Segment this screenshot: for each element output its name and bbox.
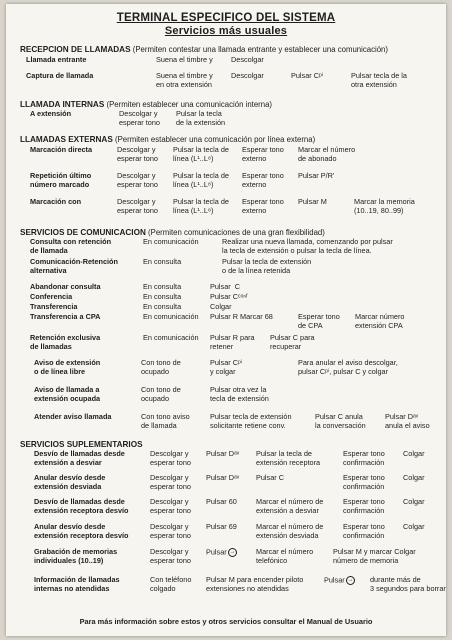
row-cell: Pulsar R Marcar 68 xyxy=(210,312,273,321)
arrow-key-icon: → xyxy=(347,577,354,583)
row-label: Marcación directa xyxy=(30,145,93,154)
row-cell: Pulsar Cᶜᵒⁿᶠ xyxy=(210,292,248,301)
row-label: Repetición último número marcado xyxy=(30,171,92,189)
row-cell: Descolgar y esperar tono xyxy=(150,497,191,515)
row-cell: Marcar el número de abonado xyxy=(298,145,356,163)
row-cell: Colgar xyxy=(403,449,425,458)
section-heading: SERVICIOS DE COMUNICACION (Permiten comunicaciones de una gran flexibilidad) xyxy=(20,228,325,237)
row-label: Aviso de llamada a extensión ocupada xyxy=(34,385,101,403)
row-cell: Descolgar y esperar tono xyxy=(117,197,158,215)
row-cell: Con tono aviso de llamada xyxy=(141,412,190,430)
row-label: Desvío de llamadas desde extensión receptora desvío xyxy=(34,497,129,515)
row-cell: Pulsar C para recuperar xyxy=(270,333,315,351)
row-cell: Descolgar y esperar tono xyxy=(119,109,160,127)
row-cell: durante más de 3 segundos para borrar xyxy=(370,575,446,593)
row-label: Grabación de memorias individuales (10..19) xyxy=(34,547,118,565)
row-cell: Con tono de ocupado xyxy=(141,385,181,403)
row-cell: Suena el timbre y en otra extensión xyxy=(156,71,213,89)
row-label: Atender aviso llamada xyxy=(34,412,112,421)
row-label: Información de llamadas internas no atendidas xyxy=(34,575,120,593)
row-cell: Pulsar otra vez la tecla de extensión xyxy=(210,385,269,403)
section-heading: RECEPCION DE LLAMADAS (Permiten contestar una llamada entrante y establecer una comunicación) xyxy=(20,45,388,54)
row-cell: Marcar el número de extensión desviada xyxy=(256,522,324,540)
row-cell: En consulta xyxy=(143,302,182,311)
row-cell: Pulsar la tecla de línea (L¹..L⁸) xyxy=(173,145,229,163)
row-cell: Descolgar y esperar tono xyxy=(150,547,191,565)
row-cell: Pulsar tecla de la otra extensión xyxy=(351,71,407,89)
row-cell: Descolgar y esperar tono xyxy=(150,522,191,540)
row-cell: Pulsar la tecla de extensión o de la línea retenida xyxy=(222,257,312,275)
row-cell: Descolgar y esperar tono xyxy=(117,171,158,189)
row-cell: Con teléfono colgado xyxy=(150,575,192,593)
row-cell: Esperar tono confirmación xyxy=(343,473,385,491)
row-label: Desvío de llamadas desde extensión a desviar xyxy=(34,449,125,467)
section-heading: LLAMADAS EXTERNAS (Permiten establecer una comunicación por línea externa) xyxy=(20,135,316,144)
row-label: Conferencia xyxy=(30,292,73,301)
row-cell: En consulta xyxy=(143,282,182,291)
row-cell: Marcar el número de extensión a desviar xyxy=(256,497,324,515)
row-cell: Con tono de ocupado xyxy=(141,358,181,376)
row-cell: Pulsar C xyxy=(210,282,241,291)
row-cell: Pulsar M xyxy=(298,197,327,206)
row-cell: Esperar tono confirmación xyxy=(343,522,385,540)
row-cell: En consulta xyxy=(143,292,182,301)
row-label: Comunicación-Retención alternativa xyxy=(30,257,118,275)
row-cell: En comunicación xyxy=(143,312,199,321)
row-cell: Marcar número extensión CPA xyxy=(355,312,405,330)
row-cell: En comunicación xyxy=(143,333,199,342)
row-cell: Pulsar la tecla de la extensión xyxy=(176,109,226,127)
row-cell: Para anular el aviso descolgar, pulsar Cᵖⁱ, pulsar C y colgar xyxy=(298,358,398,376)
section-heading: SERVICIOS SUPLEMENTARIOS xyxy=(20,440,143,449)
row-cell: Pulsar → xyxy=(324,575,354,585)
row-label: Consulta con retención de llamada xyxy=(30,237,112,255)
row-cell: Pulsar Dᵃᵛ xyxy=(206,449,240,458)
row-cell: Pulsar C anula la conversación xyxy=(315,412,366,430)
row-label: Transferencia xyxy=(30,302,78,311)
row-cell: Pulsar P/R' xyxy=(298,171,335,180)
row-cell: Pulsar Dᵃᵛ anula el aviso xyxy=(385,412,430,430)
row-cell: Descolgar xyxy=(231,71,264,80)
row-cell: Esperar tono confirmación xyxy=(343,449,385,467)
row-cell: Esperar tono de CPA xyxy=(298,312,340,330)
row-cell: Pulsar la tecla de línea (L¹..L⁸) xyxy=(173,197,229,215)
row-cell: Descolgar y esperar tono xyxy=(150,473,191,491)
row-cell: En comunicación xyxy=(143,237,199,246)
row-cell: Descolgar y esperar tono xyxy=(117,145,158,163)
row-cell: Esperar tono confirmación xyxy=(343,497,385,515)
row-cell: Pulsar 60 xyxy=(206,497,237,506)
row-label: Marcación con xyxy=(30,197,82,206)
row-cell: Pulsar Cᵖⁱ y colgar xyxy=(210,358,243,376)
row-cell: Descolgar y esperar tono xyxy=(150,449,191,467)
row-cell: Pulsar M y marcar Colgar número de memoria xyxy=(333,547,416,565)
row-cell: Colgar xyxy=(403,497,425,506)
document-sheet xyxy=(6,4,446,636)
row-label: Aviso de extensión o de línea libre xyxy=(34,358,101,376)
row-cell: Marcar el número telefónico xyxy=(256,547,314,565)
row-label: Abandonar consulta xyxy=(30,282,101,291)
row-label: Anular desvío desde extensión receptora desvío xyxy=(34,522,129,540)
row-cell: Suena el timbre y xyxy=(156,55,213,64)
row-cell: Pulsar tecla de extensión solicitante retiene conv. xyxy=(210,412,292,430)
row-label: Llamada entrante xyxy=(26,55,87,64)
row-cell: Pulsar → xyxy=(206,547,236,557)
row-label: Retención exclusiva de llamadas xyxy=(30,333,101,351)
row-cell: Esperar tono externo xyxy=(242,197,284,215)
row-cell: Pulsar Dᵃᵛ xyxy=(206,473,240,482)
row-cell: Pulsar C xyxy=(256,473,284,482)
row-cell: Esperar tono externo xyxy=(242,145,284,163)
row-cell: Colgar xyxy=(403,473,425,482)
row-cell: Pulsar 69 xyxy=(206,522,237,531)
footer-note: Para más información sobre estos y otros servicios consultar el Manual de Usuario xyxy=(79,617,373,626)
document-subtitle: Servicios más usuales xyxy=(164,25,288,37)
row-cell: Pulsar M para encender piloto extensiones no atendidas xyxy=(206,575,304,593)
row-cell: Descolgar xyxy=(231,55,264,64)
row-cell: Esperar tono externo xyxy=(242,171,284,189)
row-cell: Realizar una nueva llamada, comenzando por pulsar la tecla de extensión o pulsar la tecla de línea. xyxy=(222,237,393,255)
row-cell: Pulsar Cᵖⁱ xyxy=(291,71,324,80)
document-title: TERMINAL ESPECIFICO DEL SISTEMA xyxy=(116,12,336,24)
row-cell: Pulsar la tecla de extensión receptora xyxy=(256,449,321,467)
row-label: Captura de llamada xyxy=(26,71,94,80)
row-cell: Colgar xyxy=(210,302,232,311)
row-label: A extensión xyxy=(30,109,72,118)
row-label: Transferencia a CPA xyxy=(30,312,101,321)
section-heading: LLAMADA INTERNAS (Permiten establecer una comunicación interna) xyxy=(20,100,273,109)
row-cell: En consulta xyxy=(143,257,182,266)
row-cell: Marcar la memoria (10..19, 80..99) xyxy=(354,197,415,215)
row-label: Anular desvío desde extensión desviada xyxy=(34,473,106,491)
row-cell: Pulsar la tecla de línea (L¹..L⁸) xyxy=(173,171,229,189)
row-cell: Colgar xyxy=(403,522,425,531)
row-cell: Pulsar R para retener xyxy=(210,333,255,351)
arrow-key-icon: → xyxy=(229,549,236,555)
